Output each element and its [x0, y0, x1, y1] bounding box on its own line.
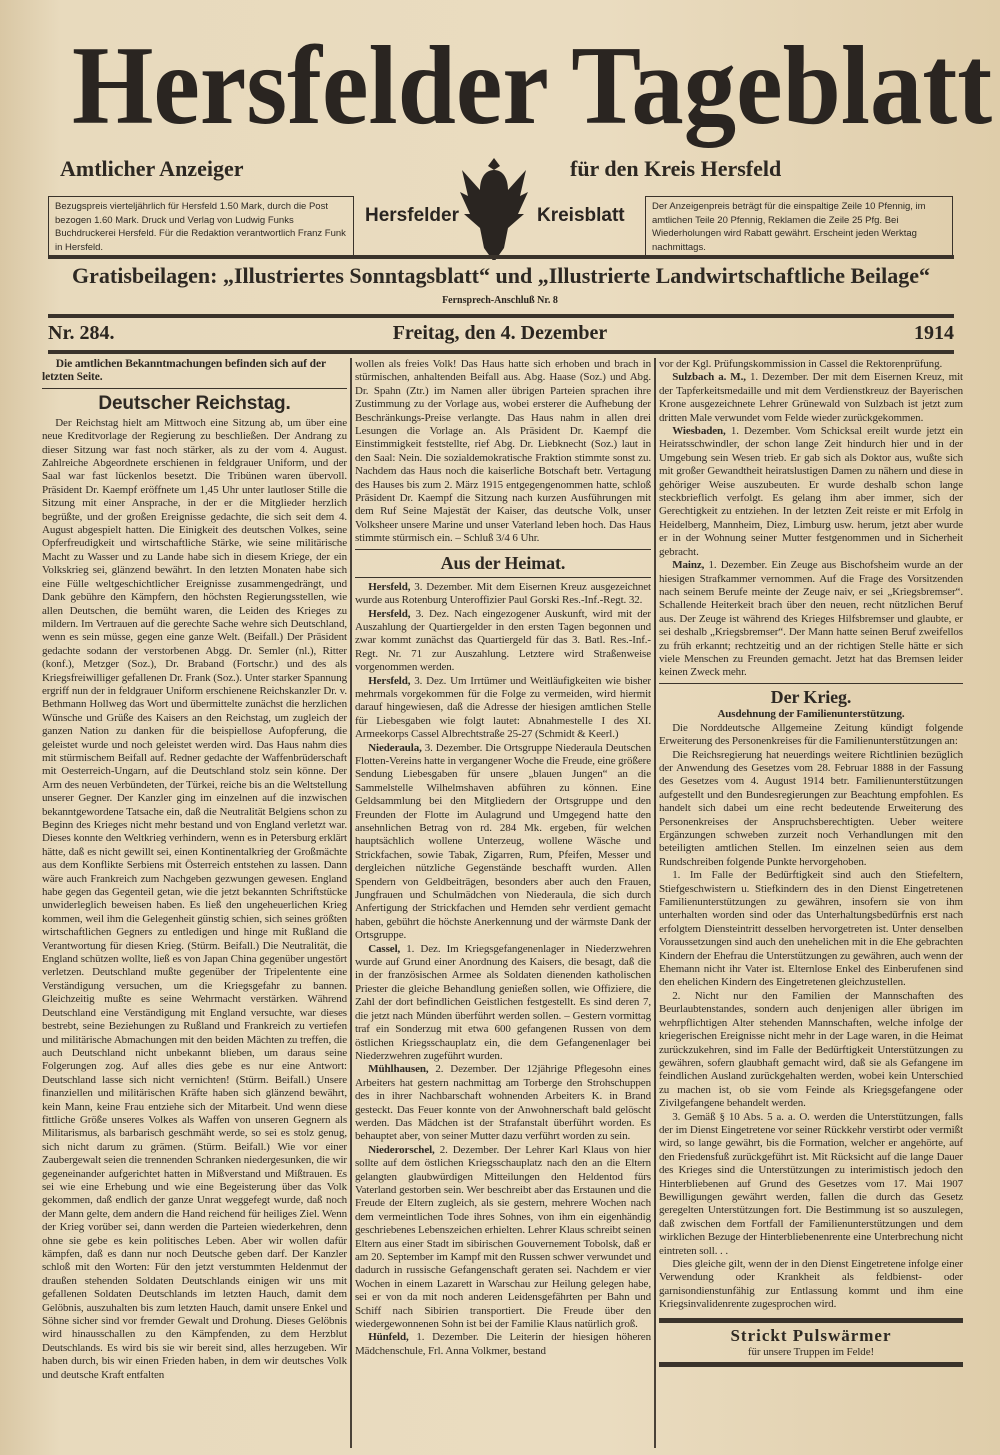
masthead-title: Hersfelder Tageblatt [71, 24, 993, 148]
news-dateline: Hersfeld, [368, 674, 411, 687]
rule [48, 350, 954, 354]
imperial-eagle-icon [458, 150, 530, 260]
issue-year: 1914 [914, 322, 954, 344]
news-item [659, 371, 963, 425]
news-item [355, 608, 651, 675]
news-item [355, 1063, 651, 1143]
column-1 [42, 358, 347, 1382]
news-text: 1. Dezember. Ein Zeuge aus Bischofsheim wurde an der hiesigen Strafkammer vernommen. Auf die Frage des Vorsitzenden nach seinem Berufe meinte der Zeuge naiv, er sei „Kriegsbremser“. Schallende Heiterkeit brach über den neuen, recht nützlichen Beruf aus. Der Zeuge ist während des Krieges Hilfsbremser und glaubte, er sei deshalb „Kriegsbremser“. Der Mann hatte seinen Beruf zweifellos zu früh erkannt; rechtzeitig und an der richtigen Stelle hätte er sich viele Menschen zu Freunden gemacht. Jetzt hat das Bremsen leider keinen Zweck mehr. [659, 559, 963, 679]
news-dateline: Wiesbaden, [672, 425, 726, 438]
free-supplements-banner: Gratisbeilagen: „Illustriertes Sonntagsblatt“ und „Illustrierte Landwirtschaftliche Beilage“ [72, 263, 930, 288]
article-paragraph: wollen als freies Volk! Das Haus hatte sich erhoben und brach in stürmischen, anhaltenden Beifall aus. Abg. Haase (Soz.) und Abg. Dr. Spahn (Ztr.) im Namen aller übrigen Parteien sprachen ihre Zustimmung zu der Vorlage aus, wobei ersterer die Aufhebung der Beschränkungs-Preise verlangte. Das Haus nahm in allen drei Lesungen die Vorlage an. Als Präsident Dr. Kaempf die Einstimmigkeit feststellte, rief Abg. Dr. Liebknecht (Soz.) laut in den Saal: Nein. Die sozialdemokratische Fraktion stimmte sonst zu. Nachdem das Haus noch die kaiserliche Botschaft betr. Vertagung des Hauses bis zum 2. März 1915 entgegengenommen hatte, schloß Präsident Dr. Kaempf die Sitzung nach kurzen Ausführungen mit dem Ruf Seine Majestät der Kaiser, das deutsche Volk, unser Volksheer unsere Marine und unser Vaterland leben hoch. Das Haus stimmte stürmisch ein. – Schluß 3/4 6 Uhr. [355, 358, 651, 545]
news-item [659, 425, 963, 559]
article-paragraph: Die Norddeutsche Allgemeine Zeitung kündigt folgende Erweiterung des Personenkreises für die Familienunterstützungen an: [659, 721, 963, 748]
article-paragraph: Der Reichstag hielt am Mittwoch eine Sitzung ab, um über eine neue Kreditvorlage der Regierung zu beschließen. Der Andrang zu dieser Sitzung war fast noch stärker, als zu der vom 4. August. Zahlreiche Abgeordnete erschienen in feldgrauer Uniform, und der Saal war fast lückenlos besetzt. Die Tribünen waren übervoll. Präsident Dr. Kaempf eröffnete um 1,45 Uhr unter lautloser Stille die Sitzung mit einer Ansprache, in der er die Mitglieder herzlich begrüßte, und der großen Ereignisse gedachte, die sich seit dem 4. August abgespielt hatten. Die Einigkeit des deutschen Volkes, seine Opferfreudigkeit und wirtschaftliche Stärke, wie seine militärische Macht zu Wasser und zu Lande habe sich in diesem Kriege, der ein Volkskrieg sei, glänzend bewährt. In den letzten Monaten habe sich eine Fülle weltgeschichtlicher Ereignisse zusammengedrängt, und Dank gebühre den Kämpfern, den höchsten Regierungsstellen, wie allen Deutschen, die bemüht waren, die Leiden des Krieges zu mildern. Im Vertrauen auf die gerechte Sache wehre sich Deutschland, wenn es sein müsse, gegen eine ganze Welt. (Beifall.) Der Präsident gedachte sodann der verstorbenen Abgg. Dr. Semler (nl.), Ritter (konf.), Metzger (Soz.), Dr. Braband (Fortschr.) und des als Kriegsfreiwilliger gefallenen Dr. Frank (Soz.). Unter starker Spannung ergriff nun der in feldgrauer Uniform erschienene Reichskanzler Dr. v. Bethmann Hollweg das Wort und übermittelte zunächst die herzlichen Wünsche und Grüße des Kaisers an den Reichstag, um zugleich der ganzen Nation zu danken für die beispiellose Aufopferung, die geleistet wurde und noch geleistet werden wird. Das Haus nahm dies mit stürmischem Beifall auf. Redner gedachte der Waffenbrüderschaft mit Oesterreich-Ungarn, auf die Deutschland stolz sein könne. Der Arm des neuen Verbündeten, der Türkei, reiche bis an die Weltstellung unserer Gegner. Der Kanzler ging im einzelnen auf die inzwischen bekanntgewordene Tatsache ein, daß die Neutralität Belgiens schon zu Beginn des Krieges nicht mehr bestand und von England verletzt war. Dieses konnte den Weltkrieg verhindern, wenn es in Petersburg erklärt hätte, daß es nicht gewillt sei, einen Kontinentalkrieg der Großmächte aus dem Konflikte Serbiens mit Österreich entstehen zu lassen. Dann wäre auch Frankreich zum Nachgeben gezwungen gewesen. England habe gegen das Gegenteil getan, wie die jetzt bekannten Schriftstücke unwiderleglich beweisen haben. Es ließ den ungeheuerlichen Krieg kommen, weil ihm die Gelegenheit günstig schien, sich seines größten wirtschaftlichen Gegners zu entledigen und hinge mit Rußland die Verantwortung für diesen Krieg. (Stürm. Beifall.) Die Neutralität, die England schützen wollte, ließ es von Japan China gegenüber ungestört verletzen. Deutschland mußte gegenüber der Tripelentente eine Verständigung versuchen, um die Kriegsgefahr zu bannen. Gleichzeitig mußte es seine Wehrmacht verstärken. Während Deutschland eine Verständigung mit England versuchte, war dieses bestrebt, seine Beziehungen zu Rußland und Frankreich zu vertiefen und militärische Abmachungen mit den beiden Mächten zu treffen, die auch Deutschland nicht unbekannt blieben, um daraus seine Folgerungen zog. Auf alles dies gebe es nur eine Antwort: Deutschland lasse sich nicht vernichten! (Stürm. Beifall.) Unsere finanziellen und militärischen Kräfte haben sich glänzend bewährt, kein Mann, keine Frau entziehe sich der Mitarbeit. Und wenn diese fittliche Größe unseres Volkes als Waffen von unseren Gegnern als Militarismus, als barbarisch geschmäht werde, so sei es stolz genug, sich nicht darum zu grämen. (Stürm. Beifall.) Wie vor einer Zaubergewalt seien die trennenden Schranken niedergesunken, die wir gegeneinander aufgerichtet hatten in Mißverstand und Mißtrauen. Es sei wie eine Erhebung und wie eine Begeisterung über das Volk gekommen, daß endlich der ganze Unrat weggefegt wurde, daß noch der Mann gelte, dem andern die Hand reichend für heiliges Ziel. Wenn der Krieg vorüber sei, dann werden die Parteien wiederkehren, denn ohne sie gebe es kein politisches Leben. Aber wir wollen dafür kämpfen, daß es dann nur noch Deutsche geben darf. Der Kanzler schloß mit den Worten: Für den jetzt verstummten Heldenmut der draußen stehenden Soldaten Deutschlands einigen wir uns mit gefallenen Soldaten Deutschlands im letzten Hauch, damit dem Gelöbnis, auszuhalten bis zum letzten Hauch, damit unsere Enkel und Söhne sicher sind vor fremder Gewalt und Drohung. Dieses Gelöbnis wird hinausschallen zu den Kämpfenden, zu dem Herzblut Deutschlands. Es wird bis sie wir bereit sind, alles herzugeben. Wir haben durch, bis wir einen Frieden haben, in dem wir deutsches Volk und deutsche Kraft entfalten [42, 416, 347, 1381]
article-paragraph: 1. Im Falle der Bedürftigkeit sind auch den Stiefeltern, Stiefgeschwistern u. Stiefkindern des in den Dienst Eingetretenen Familienunterstützungen zu gewähren, insofern sie von ihm unterhalten worden sind oder das Unterhaltungsbedürfnis erst nach erfolgtem Diensteintritt desselben hervorgetreten ist. Unter denselben Voraussetzungen sind auch den unehelichen mit in die Ehe gebrachten Kindern der Ehefrau die Unterstützungen zu gewähren, auch wenn der Ehemann nicht ihr Vater ist. Elternlose Enkel des Einberufenen sind den ehelichen Kindern des Eingetretenen gleichzustellen. [659, 869, 963, 989]
article-paragraph: Die Reichsregierung hat neuerdings weitere Richtlinien bezüglich der Anwendung des Gesetzes vom 28. Februar 1888 in der Fassung des Gesetzes vom 4. August 1914 betr. Familienunterstützungen aufgestellt und den Bundesregierungen zur Beachtung empfohlen. Es handelt sich dabei um eine recht bedeutende Erweiterung des Personenkreises der Anspruchsberechtigten. Ueber weitere Ergänzungen schweben zurzeit noch Verhandlungen mit den beteiligten amtlichen Stellen. Im einzelnen seien aus dem Rundschreiben folgende Punkte hervorgehoben. [659, 748, 963, 868]
news-text: 1. Dezember. Die Leiterin der hiesigen höheren Mädchenschule, Frl. Anna Volkmer, bestand [355, 1331, 651, 1357]
news-item [355, 1144, 651, 1332]
news-text: 3. Dezember. Mit dem Eisernen Kreuz ausgezeichnet wurde aus Rotenburg Unteroffizier Paul Gorski Res.-Inf.-Regt. 32. [355, 580, 652, 607]
news-text: 2. Dezember. Der 12jährige Pflegesohn eines Arbeiters hat gestern nachmittag am Torberge den Strohschuppen des in ihrer Nachbarschaft wohnenden Arbeiters K. in Brand gesteckt. Das Feuer konnte von der Anwohnerschaft bald gelöscht werden. Das Mädchen ist der Strafanstalt überführt worden. Es behauptet aber, von seiner Mutter dazu verführt worden zu sein. [355, 1063, 651, 1143]
news-dateline: Mainz, [672, 559, 705, 572]
news-dateline: Niederaula, [368, 741, 422, 754]
issue-date: Freitag, den 4. Dezember [392, 322, 608, 344]
column-divider [350, 358, 352, 1448]
rule [48, 255, 954, 259]
article-heading-reichstag: Deutscher Reichstag. [98, 392, 291, 414]
separator [355, 577, 651, 578]
news-dateline: Mühlhausen, [368, 1063, 429, 1076]
article-paragraph: 3. Gemäß § 10 Abs. 5 a. a. O. werden die Unterstützungen, falls der im Dienst Eingetretene vor seiner Rückkehr verstirbt oder vermißt wird, so lange gewährt, bis die Formation, welcher er angehörte, auf den Friedensfuß zurückgeführt ist. Mit Rücksicht auf die lange Dauer des Krieges sind die Unterstützungen zu interimistisch jedoch den Hinterbliebenen auf Grund des Gesetzes vom 17. Mai 1907 Bewilligungen gewährt werden, fallen die durch das Gesetz geregelten Unterstützungen fort. Die Bestimmung ist so auszulegen, daß zwischen dem Fortfall der Familienunterstützungen und dem wirklichen Bezuge der Hinterbliebenenrente eine Unterbrechung nicht eintreten soll. . . [659, 1110, 963, 1257]
official-notice: Die amtlichen Bekanntmachungen befinden sich auf der letzten Seite. [42, 358, 347, 389]
news-item [355, 581, 651, 608]
news-dateline: Hersfeld, [368, 607, 411, 620]
news-text: 3. Dez. Um Irrtümer und Weitläufigkeiten wie bisher mehrmals vorgekommen für die Folge zu vermeiden, wird hiermit darauf hingewiesen, daß die Adresse der hiesigen amtlichen Stelle für Liebesgaben wie folgt lautet: Abnahmestelle I des XI. Armeekorps Cassel Albrechtstraße 25-27 (Schmidt & Keerl.) [355, 674, 651, 741]
article-subheading: Ausdehnung der Familienunterstützung. [717, 707, 905, 720]
phone-number: Fernsprech-Anschluß Nr. 8 [442, 295, 558, 306]
rule [48, 314, 954, 318]
news-text: 1. Dezember. Vom Schicksal ereilt wurde jetzt ein Heiratsschwindler, der schon lange Zeit hindurch hier und in der Umgebung sein Wesen trieb. Er gab sich als Doktor aus, wußte sich mit großer Gewandtheit heiratslustigen Damen zu nähern und diese in gehöriger Weise auszubeuten. Er wurde deshalb schon lange steckbrieflich verfolgt. Es gelang ihm aber immer, sich der Gerechtigkeit zu entziehen. In der letzten Zeit reiste er mit Erfolg in Heidelberg, Mannheim, Diez, Limburg usw. herum, jetzt aber wurde er in der Wohnung seiner Mutter festgenommen und in Sicherheit gebracht. [659, 425, 964, 558]
column-3 [659, 358, 963, 1367]
news-dateline: Niederorschel, [368, 1143, 435, 1156]
kreisblatt-right: Kreisblatt [537, 205, 625, 226]
news-dateline: Hünfeld, [368, 1331, 409, 1344]
news-text: vor der Kgl. Prüfungskommission in Cassel die Rektorenprüfung. [659, 358, 943, 370]
news-text: 2. Dezember. Der Lehrer Karl Klaus von hier sollte auf dem östlichen Kriegsschauplatz nach den an die Eltern gelangten glaubwürdigen Mitteilungen den Heldentod fürs Vaterland gestorben sein. Wer beschreibt aber das Erstaunen und die Freude der Eltern zugleich, als sie gestern, mehrere Wochen nach dem vermeintlichen Tode ihres Sohnes, von ihm ein eigenhändig geschriebenes Lebenszeichen erhielten. Lehrer Klaus schreibt seinen Eltern aus einer Stadt im sibirischen Gouvernement Tobolsk, daß er am 20. September im Kampf mit den Russen schwer verwundet und dadurch in russische Gefangenschaft geraten sei. Nachdem er vier Wochen in einem Lazarett in Warschau zur Heilung gelegen habe, sei er von da mit noch anderen Leidensgefährten per Bahn und Schiff nach Sibirien transportiert. Die Freude über den wiedergewonnenen Sohn ist bei der Familie Klaus natürlich groß. [355, 1143, 651, 1331]
subscription-info-box: Bezugspreis vierteljährlich für Hersfeld 1.50 Mark, durch die Post bezogen 1.60 Mark. Druck und Verlag von Ludwig Funks Buchdruckerei Hersfeld. Für die Redaktion verantwortlich Franz Funk in Hersfeld. [48, 196, 354, 258]
masthead-subtitle-left: Amtlicher Anzeiger [60, 156, 244, 181]
news-text: 1. Dezember. Der mit dem Eisernen Kreuz, mit der Tapferkeitsmedaille und mit dem Verdienstkreuz der Bayerischen Krone ausgezeichnete Lehrer Grünewald von Sulzbach ist jetzt zum dritten Male verwundet vom Felde wieder zurückgekommen. [659, 371, 963, 424]
article-paragraph: Dies gleiche gilt, wenn der in den Dienst Eingetretene infolge einer Verwendung oder Krankheit als feldbienst- oder garnisondienstunfähig zur Entlassung kommt und ihm eine Kriegsinvalidenrente zugesprochen wird. [659, 1258, 963, 1311]
masthead [40, 24, 993, 148]
news-text: 1. Dez. Im Kriegsgefangenenlager in Niederzwehren wurde auf Grund einer Anordnung des Kaisers, die besagt, daß die in der französischen Armee als Soldaten dienenden katholischen Priester die gleiche Behandlung genießen sollen, wie Offiziere, die Zahl der dort befindlichen Geistlichen festgestellt. Es sind deren 7, die jetzt nach Münden überführt werden sollen. – Gestern vormittag traf ein Sonderzug mit etwa 600 gefangenen Russen von dem östlichen Kriegsschauplatz ein, die dem Gefangenenlager bei Niederzwehren zugeführt wurden. [355, 942, 651, 1062]
ad-title: Strickt Pulswärmer [730, 1325, 892, 1345]
section-heading-krieg: Der Krieg. [770, 686, 852, 707]
news-dateline: Cassel, [368, 942, 401, 955]
news-item [659, 559, 963, 680]
news-dateline: Hersfeld, [368, 580, 411, 593]
news-text: 3. Dezember. Die Ortsgruppe Niederaula Deutschen Flotten-Vereins hatte in vergangener Woche die Freude, eine größere Sendung Liebesgaben für unsere „blauen Jungen“ an die Sammelstelle Wilhelmshaven abführen zu können. Eine Geldsammlung bei den Mitgliedern der Ortsgruppe und den Freunden der Flotte im Aulagrund und Umgegend hatte den ansehnlichen Betrag von rd. 284 Mk. ergeben, für welchen hauptsächlich wollene Unterzeug, wollene Wäsche und Strickfachen, sowie Tabak, Zigarren, Rum, Pfeifen, Messer und dergleichen nützliche Gegenstände beschafft wurden. Allen Spendern von Geldbeiträgen, besonders aber auch den Frauen, Jungfrauen und Schulmädchen von Niederaula, die sich durch Anfertigung der Strickfachen und Hemden sehr verdient gemacht haben, gebührt die höchste Anerkennung und der wärmste Dank der Ortsgruppe. [355, 741, 651, 942]
separator [355, 549, 651, 550]
column-divider [654, 358, 656, 1448]
column-2 [355, 358, 651, 1358]
advertisement-pulswaermer [659, 1318, 963, 1367]
news-item [355, 742, 651, 943]
news-item [659, 358, 963, 371]
ad-subtitle: für unsere Truppen im Felde! [747, 1345, 875, 1358]
separator [659, 683, 963, 684]
advertising-info-box: Der Anzeigenpreis beträgt für die einspaltige Zeile 10 Pfennig, im amtlichen Teile 20 Pfennig, Reklamen die Zeile 25 Pfg. Bei Wiederholungen wird Rabatt gewährt. Erscheint jeden Werktag nachmittags. [645, 196, 953, 258]
news-item [355, 675, 651, 742]
news-item [355, 1331, 651, 1358]
issue-number: Nr. 284. [48, 322, 115, 344]
kreisblatt-left: Hersfelder [365, 205, 459, 226]
section-heading-heimat: Aus der Heimat. [440, 552, 566, 573]
news-text: 3. Dez. Nach eingezogener Auskunft, wird mit der Auszahlung der Quartiergelder in den ersten Tagen begonnen und zwar kommt zunächst das Quartiergeld für das 3. Batl. Res.-Inf.-Regt. Nr. 71 zur Auszahlung. Letztere wird Straßenweise vorgenommen werden. [355, 607, 651, 674]
news-dateline: Sulzbach a. M., [672, 371, 746, 384]
news-item [355, 943, 651, 1064]
free-supplements [48, 263, 954, 289]
article-paragraph: 2. Nicht nur den Familien der Mannschaften des Beurlaubtenstandes, sondern auch denjenigen aller übrigen im wehrpflichtigen Alter stehenden Mannschaften, welche infolge der kriegerischen Ereignisse nicht mehr in der Lage waren, in die Heimat zurückzukehren, sind im Falle der Bedürftigkeit Unterstützungen zu gewähren, sofern glaubhaft gemacht wird, daß sie als Gefangene im feindlichen Ausland zurückgehalten werden, wobei kein Unterschied zu machen ist, ob sie vom Feinde als Kriegsgefangene oder Zivilgefangene behandelt werden. [659, 989, 963, 1110]
masthead-subtitle-right: für den Kreis Hersfeld [570, 156, 782, 181]
